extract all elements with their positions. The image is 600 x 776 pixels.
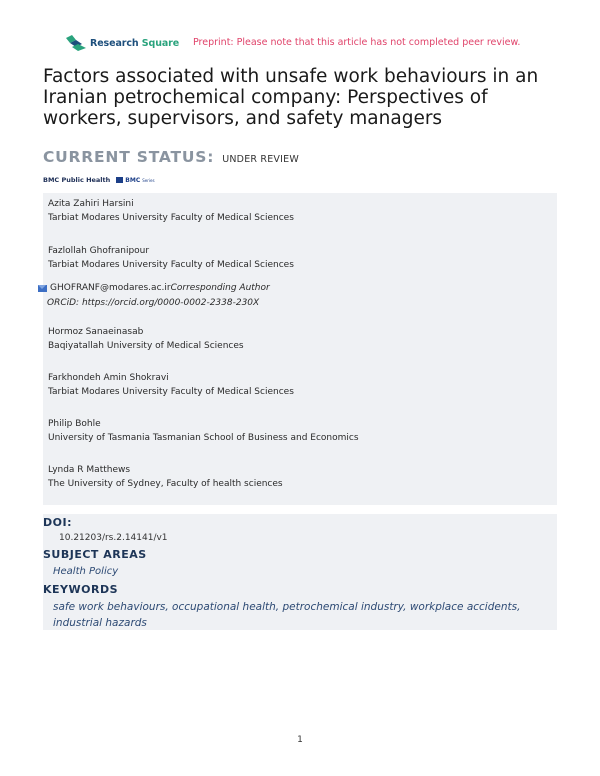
- current-status: [43, 148, 299, 166]
- author-affiliation: Tarbiat Modares University Faculty of Medical Sciences: [48, 260, 294, 270]
- article-metadata: [43, 514, 557, 630]
- author-item: [48, 463, 283, 491]
- status-value: UNDER REVIEW: [222, 154, 299, 165]
- author-affiliation: Tarbiat Modares University Faculty of Medical Sciences: [48, 387, 294, 397]
- author-name: Lynda R Matthews: [48, 465, 131, 475]
- author-name: Farkhondeh Amin Shokravi: [48, 373, 169, 383]
- orcid-link[interactable]: ORCiD: https://orcid.org/0000-0002-2338-230X: [47, 298, 260, 308]
- author-affiliation: Baqiyatallah University of Medical Sciences: [48, 341, 244, 351]
- author-name: Fazlollah Ghofranipour: [48, 246, 150, 256]
- journal-line: [43, 176, 155, 184]
- bmc-publisher: BMC: [125, 176, 141, 184]
- author-item: [48, 325, 244, 353]
- author-item: [48, 371, 294, 399]
- author-affiliation: University of Tasmania Tasmanian School of Business and Economics: [48, 433, 359, 443]
- subject-areas-label: SUBJECT AREAS: [43, 548, 147, 561]
- author-list: [43, 193, 557, 505]
- research-square-logo[interactable]: [66, 34, 179, 52]
- logo-text: [90, 38, 179, 49]
- author-item: [48, 197, 294, 225]
- status-label: CURRENT STATUS:: [43, 148, 215, 166]
- doi-label: DOI:: [43, 516, 72, 529]
- preprint-notice: Preprint: Please note that this article has not completed peer review.: [193, 37, 521, 48]
- author-item: [48, 244, 294, 272]
- logo-word-research: Research: [90, 37, 139, 49]
- logo-word-square: Square: [141, 37, 180, 49]
- paper-title: Factors associated with unsafe work behaviours in an Iranian petrochemical company: Perspectives of workers, supervisors, and safety managers: [43, 66, 539, 129]
- keywords-value: safe work behaviours, occupational health, petrochemical industry, workplace accidents, industrial hazards: [53, 601, 521, 629]
- author-name: Philip Bohle: [48, 419, 101, 429]
- keywords-label: KEYWORDS: [43, 583, 119, 596]
- author-name: Azita Zahiri Harsini: [48, 199, 134, 209]
- bmc-logo: [116, 177, 154, 184]
- author-affiliation: Tarbiat Modares University Faculty of Medical Sciences: [48, 213, 294, 223]
- author-item: [48, 417, 359, 445]
- corresponding-contact: [38, 281, 270, 311]
- doi-value[interactable]: 10.21203/rs.2.14141/v1: [59, 533, 168, 543]
- bmc-logo-icon: [116, 177, 123, 183]
- subject-area-value[interactable]: Health Policy: [53, 566, 119, 577]
- author-name: Hormoz Sanaeinasab: [48, 327, 144, 337]
- author-affiliation: The University of Sydney, Faculty of health sciences: [48, 479, 283, 489]
- contact-email[interactable]: GHOFRANF@modares.ac.ir: [50, 283, 171, 293]
- research-square-logo-icon: [66, 35, 86, 51]
- mail-icon: [38, 285, 47, 292]
- header: [66, 34, 546, 54]
- bmc-series: Series: [142, 177, 155, 183]
- page-number: 1: [297, 735, 303, 745]
- corresponding-author-label: Corresponding Author: [170, 283, 270, 293]
- journal-name: BMC Public Health: [43, 176, 111, 184]
